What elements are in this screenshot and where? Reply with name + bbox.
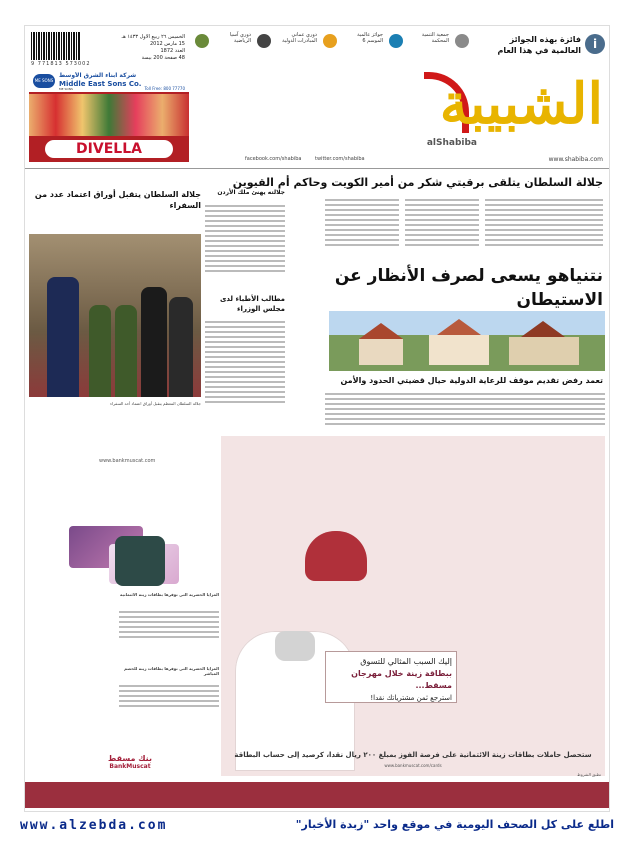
top-news-sub: الموسم 6 — [362, 38, 383, 44]
bank-ad-footer-bar — [25, 782, 609, 808]
dateline-line: العدد 1872 — [160, 48, 185, 54]
masthead-logo: الشبيبة — [439, 71, 603, 137]
footer-url[interactable]: www.alzebda.com — [20, 818, 168, 833]
masthead-logo-en: alShabiba — [426, 138, 477, 148]
bank-ad-headline: ستحصل حاملات بطاقات زينة الائتمانية على فرصة الفوز بمبلغ ٢٠٠ ريال نقدا، كرصيد إلى حساب البطاقة — [234, 751, 592, 759]
article-column — [205, 202, 285, 290]
handbag-image — [305, 531, 367, 581]
toll-free: Toll Free: 800 77770 — [144, 86, 185, 91]
bank-ad-url[interactable]: www.bankmuscat.com/cards — [384, 763, 442, 768]
benefits-list — [119, 682, 219, 732]
article-column — [325, 196, 399, 256]
top-promo[interactable]: فائزة بهذه الجوائز العالمية في هذا العام — [497, 35, 581, 55]
benefits-title: المزايا الحصرية التي توفرها بطاقات زينة للخصم المباشر — [124, 666, 219, 676]
bank-name-ar: بنك مسقط — [108, 754, 152, 763]
news-thumb — [323, 34, 337, 48]
dateline-line: الخميس ٢٦ ربيع الاول ١٤٣٣ هـ — [121, 34, 185, 40]
main-headline[interactable]: جلالة السلطان يتلقى برقيتي شكر من أمير الكويت وحاكم أم القيوين — [232, 176, 603, 189]
footer-slogan: اطلع على كل الصحف اليومية في موقع واحد "زبدة الأخبار" — [295, 818, 614, 831]
website-link[interactable]: www.shabiba.com — [548, 156, 603, 163]
promo-line: ببطاقة زينة خلال مهرجان مسقط... — [351, 669, 452, 690]
news-thumb — [257, 34, 271, 48]
news-thumb — [389, 34, 403, 48]
twitter-link[interactable]: twitter.com/shabiba — [315, 156, 365, 162]
barcode — [31, 32, 81, 60]
top-news-item[interactable] — [211, 32, 251, 64]
coat-collar — [275, 631, 315, 661]
dateline — [105, 34, 185, 62]
bank-ad-sidebar — [29, 436, 217, 776]
article-column — [405, 196, 479, 256]
newspaper-page — [24, 25, 610, 812]
benefits-title: المزايا الحصرية التي توفرها بطاقات زينة الائتمانية — [120, 592, 219, 597]
divider — [25, 168, 609, 169]
terms-note: تطبق الشروط — [577, 772, 601, 777]
top-news-sub: المبادرات الدولية — [282, 38, 317, 44]
company-name-ar: شركة ابناء الشرق الأوسط — [59, 72, 137, 79]
bank-name-en: BankMuscat — [109, 763, 151, 770]
bank-muscat-logo — [85, 754, 175, 774]
divella-logo: DIVELLA — [45, 140, 173, 158]
photo-caption: جلالة السلطان المعظم يتقبل أوراق اعتماد أحد السفراء — [110, 401, 201, 406]
ambassador-photo — [29, 234, 201, 397]
top-news-item[interactable] — [405, 32, 449, 64]
dateline-line: 48 صفحة 200 بيسة — [141, 55, 185, 61]
article-column — [485, 196, 603, 256]
benefits-list — [119, 608, 219, 658]
news-thumb — [455, 34, 469, 48]
barcode-number: 9 771813 573002 — [31, 61, 91, 67]
article-column — [325, 390, 605, 430]
sub-headline[interactable]: تعمد رفض تقديم موقف للرعاية الدولية حيال قضيتي الحدود والأمن — [340, 376, 603, 385]
top-news-title: جمعية التنمية — [421, 32, 449, 38]
doctors-headline[interactable]: مطالب الأطباء لدى مجلس الوزراء — [219, 295, 285, 313]
top-news-sub: المحكمة — [431, 38, 449, 44]
article-column — [205, 318, 285, 428]
sultan-headline[interactable]: جلالة السلطان يتقبل أوراق اعتماد عدد من السفراء — [34, 190, 201, 210]
dateline-line: 15 مارس 2012 — [149, 41, 185, 47]
site-footer — [0, 812, 632, 843]
info-icon: i — [585, 34, 605, 54]
houses-photo — [329, 311, 605, 371]
company-sub: ME SONS — [59, 87, 73, 91]
top-news-title: جوائز عالمية — [357, 32, 383, 38]
lead-headline[interactable]: نتنياهو يسعى لصرف الأنظار عن الاستيطان — [334, 266, 603, 310]
top-news-sub: الرياضية — [233, 38, 251, 44]
promo-line: استرجع ثمن مشترياتك نقدا! — [370, 694, 452, 702]
divella-ad[interactable] — [29, 72, 189, 162]
me-sons-logo-icon: ME SONS — [33, 74, 55, 88]
bank-muscat-ad[interactable] — [25, 436, 609, 811]
company-name-en: Middle East Sons Co. — [59, 80, 142, 88]
top-news-title: دوري عماني — [291, 32, 317, 38]
jordan-headline[interactable]: جلالته يهنئ ملك الأردن — [217, 189, 285, 196]
news-thumb — [195, 34, 209, 48]
facebook-link[interactable]: facebook.com/shabiba — [245, 156, 302, 162]
product-shelf — [29, 94, 189, 136]
promo-box — [325, 651, 457, 703]
promo-line: إليك السبب المثالي للتسوق — [360, 657, 452, 666]
bank-url[interactable]: www.bankmuscat.com — [99, 458, 156, 464]
top-news-title: دوري آسيا — [229, 32, 251, 38]
top-news-item[interactable] — [339, 32, 383, 64]
top-news-item[interactable] — [273, 32, 317, 64]
wallet-image — [115, 536, 165, 586]
